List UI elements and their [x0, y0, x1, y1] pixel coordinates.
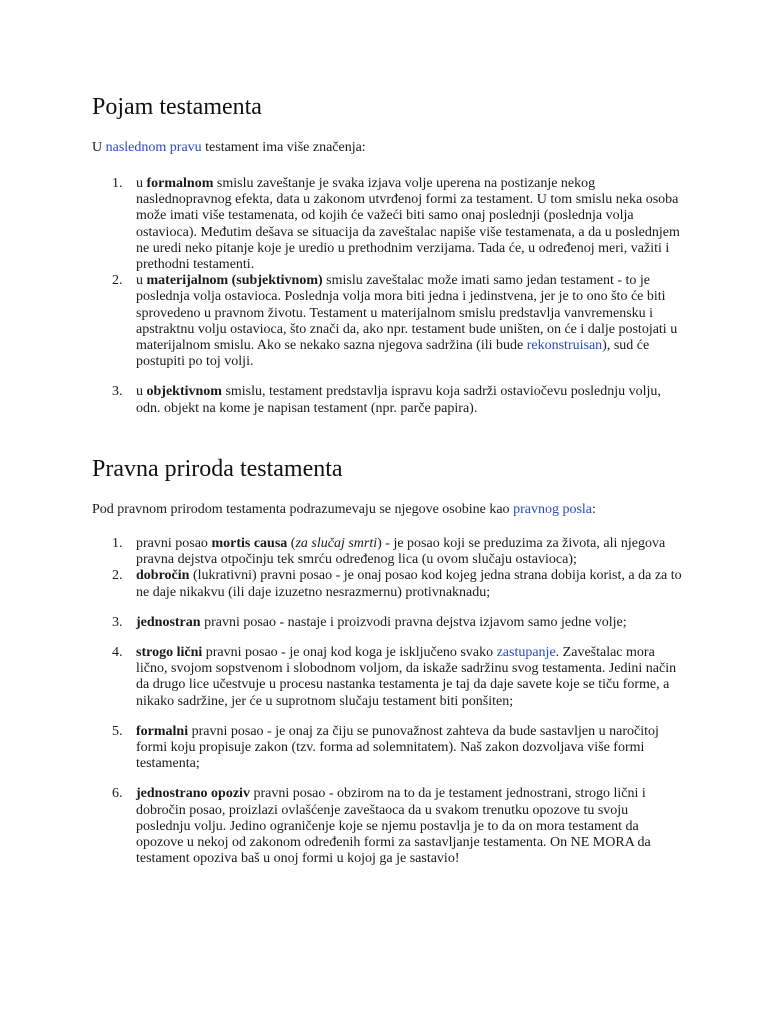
list-number: 6. — [112, 786, 123, 802]
item-term: dobročin — [136, 568, 190, 584]
item-term: formalnom — [146, 176, 214, 191]
link-pravni-posao[interactable]: pravnog posla — [513, 502, 592, 517]
item-text: smislu zaveštanje je svaka izjava volje uperena na postizanje nekog naslednopravnog efekta, data u zakonom utvrđenoj formi za testament. U tom smislu neka osoba može imati više testamenata, od kojih će važeći biti samo onaj poslednji (poslednja volja ostavioca). Međutim dešava se situacija da zaveštalac napiše više testamenata, a da u poslednjem ne uredi neko pitanje koje je uredio u prethodnim verzijama. Tada će, u određenoj meri, važiti i prethodni testamenti. — [136, 176, 680, 273]
link-rekonstruisan[interactable]: rekonstruisan — [526, 338, 603, 354]
item-term: mortis causa — [211, 536, 288, 551]
item-text: ( — [287, 536, 296, 551]
intro-2-before: Pod pravnom prirodom testamenta podrazumevaju se njegove osobine kao — [92, 502, 514, 517]
item-text: smislu zaveštalac može imati samo jedan testament - to je poslednja volja ostavioca. Poslednja volja mora biti jedna i jedinstvena, jer je to ono što će biti sprovedeno u pravnom životu. Testament u materijalnom smislu predstavlja vanvremensku i apstraktnu volju ostavioca, što znači da, ako npr. testament bude uništen, on će i dalje postojati u materijalnom smislu. Ako se nekako sazna njegova sadržina (ili bude — [136, 273, 678, 354]
item-text: u — [136, 273, 147, 289]
list-number: 5. — [112, 723, 123, 739]
item-term: formalni — [136, 723, 189, 739]
list-item-formalni-smisao — [92, 176, 682, 273]
item-text: (lukrativni) pravni posao - je onaj posao kod kojeg jedna strana dobija korist, a da za to ne daje nikakvu (ili daje izuzetno nesrazmernu) protivnaknadu; — [136, 568, 682, 600]
item-term: materijalnom (subjektivnom) — [146, 273, 323, 289]
item-italic: za slučaj smrti — [295, 536, 378, 551]
item-text: u — [136, 176, 147, 191]
item-text: pravni posao - obzirom na to da je testament jednostrani, strogo lični i dobročin posao, proizlazi ovlašćenje zaveštaoca da u svakom trenutku opozove tu svoju poslednju volju. Jedino ograničenje koje se njemu postavlja je to da on mora testament da opozove u nekoj od zakonom određenih formi za sastavljanje testamenta. On NE MORA da testament opoziva baš u onoj formi u kojoj ga je sastavio! — [136, 786, 651, 867]
list-number: 3. — [112, 384, 123, 400]
item-text: . Zaveštalac mora lično, svojom sopstvenom i slobodnom voljom, da iskaže sadržinu svog testamenta. Jedini način da drugo lice učestvuje u procesu nastanka testamenta je taj da daje savete koje se tiču forme, a nikako sadržine, jer će u suprotnom slučaju testament biti ponšiten; — [136, 645, 677, 709]
item-text: ) - je posao koji se preduzima za života, ali njegova pravna dejstva otpočinju tek smrću određenog lica (u ovom slučaju ostavioca); — [136, 536, 666, 568]
list-meanings — [92, 176, 682, 417]
item-text: ), sud će postupiti po toj volji. — [136, 338, 650, 370]
list-item-dobrocin — [92, 568, 682, 600]
item-text: u — [136, 384, 147, 400]
item-text: pravni posao — [136, 536, 212, 551]
list-number: 2. — [112, 568, 123, 584]
item-term: strogo lični — [136, 645, 203, 661]
list-number: 1. — [112, 536, 123, 551]
intro-paragraph-1 — [92, 139, 366, 156]
list-item-jednostrano-opoziv — [92, 786, 682, 867]
item-text: pravni posao - je onaj kod koga je isključeno svako — [202, 645, 497, 661]
list-item-formalni — [92, 724, 682, 773]
list-number: 2. — [112, 273, 123, 289]
list-item-mortis-causa — [92, 536, 682, 568]
intro-1-after: testament ima više značenja: — [201, 140, 366, 155]
list-item-jednostran — [92, 615, 682, 631]
intro-paragraph-2 — [92, 501, 596, 518]
link-zastupanje[interactable]: zastupanje — [496, 645, 556, 661]
item-text: pravni posao - nastaje i proizvodi pravna dejstva izjavom samo jedne volje; — [200, 614, 627, 630]
list-number: 4. — [112, 645, 123, 661]
list-item-strogo-licni — [92, 645, 682, 710]
item-term: jednostrano opoziv — [136, 786, 250, 802]
list-number: 1. — [112, 176, 123, 191]
list-number: 3. — [112, 614, 123, 630]
item-text: pravni posao - je onaj za čiju se punovažnost zahteva da bude sastavljen u naročitoj formi koju propisuje zakon (tzv. forma ad solemnitatem). Naš zakon dozvoljava više formi testamenta; — [136, 723, 659, 772]
item-term: objektivnom — [146, 384, 222, 400]
item-term: jednostran — [136, 614, 201, 630]
heading-pravna-priroda-testamenta: Pravna priroda testamenta — [92, 456, 343, 482]
heading-pojam-testamenta: Pojam testamenta — [92, 94, 262, 120]
intro-2-after: : — [592, 502, 596, 517]
list-item-materijalni-smisao — [92, 273, 682, 370]
list-legal-nature — [92, 536, 682, 867]
item-text: smislu, testament predstavlja ispravu koja sadrži ostaviočevu poslednju volju, odn. objekt na kome je napisan testament (npr. parče papira). — [136, 384, 661, 416]
intro-1-before: U — [92, 140, 106, 155]
list-item-objektivni-smisao — [92, 384, 682, 416]
link-nasledno-pravo[interactable]: naslednom pravu — [105, 140, 202, 155]
